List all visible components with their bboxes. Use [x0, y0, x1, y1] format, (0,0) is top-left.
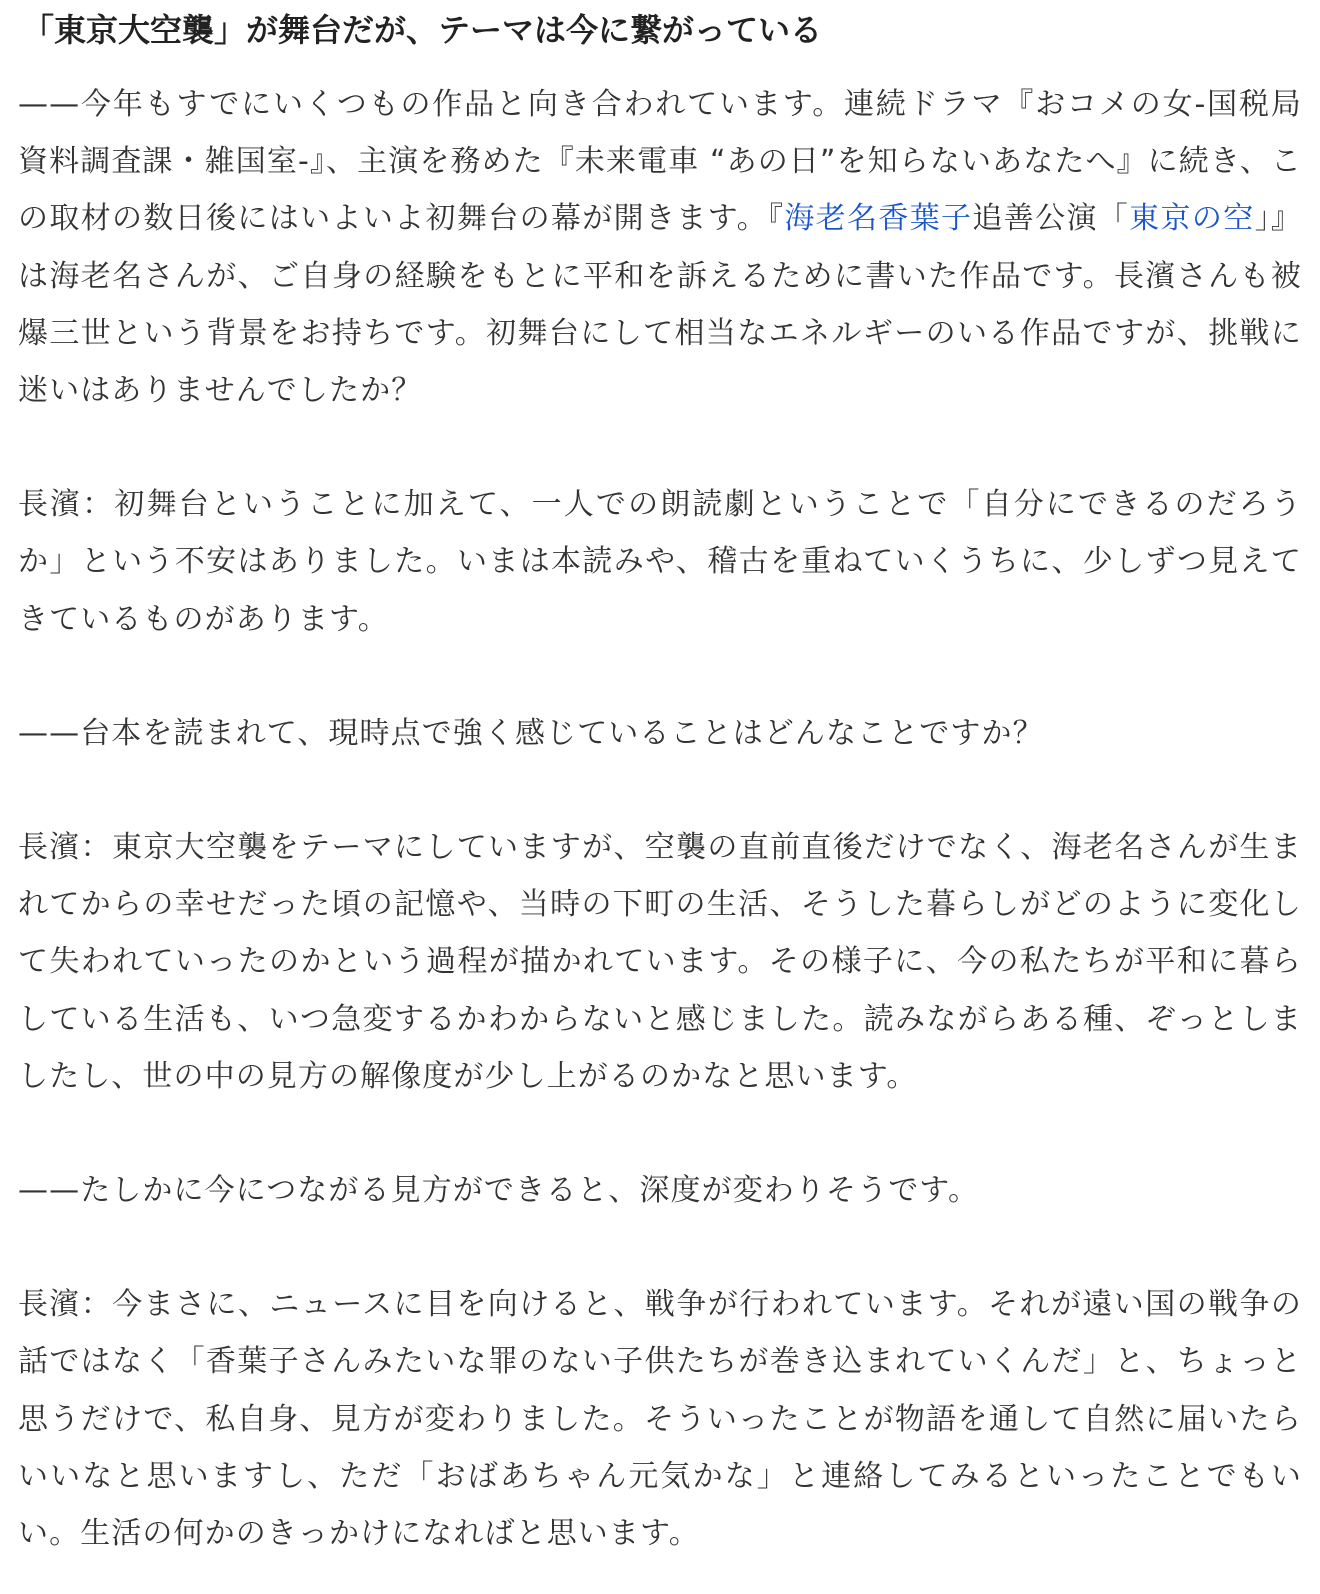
interview-question: ——台本を読まれて、現時点で強く感じていることはどんなことですか？: [18, 715, 1044, 751]
interview-answer: 長濱：東京大空襲をテーマにしていますが、空襲の直前直後だけでなく、海老名さんが生まれてからの幸せだった頃の記憶や、当時の下町の生活、そうした暮らしがどのように変化して失われていったのかという過程が描かれています。その様子に、今の私たちが平和に暮らしている生活も、いつ急変するかわからないと感じました。読みながらある種、ぞっとしましたし、世の中の見方の解像度が少し上がるのかなと思います。: [18, 830, 1302, 1094]
person-link[interactable]: 海老名香葉子: [784, 201, 973, 237]
question-text: 追善公演「: [972, 201, 1130, 237]
performance-link[interactable]: 東京の空: [1129, 201, 1255, 237]
paragraph-spacer: [18, 1105, 1302, 1162]
paragraph-spacer: [18, 648, 1302, 705]
section-heading: 「東京大空襲」が舞台だが、テーマは今に繋がっている: [22, 11, 823, 49]
interview-answer: 長濱：今まさに、ニュースに目を向けると、戦争が行われています。それが遠い国の戦争の話ではなく「香葉子さんみたいな罪のない子供たちが巻き込まれていくんだ」と、ちょっと思うだけで、私自身、見方が変わりました。そういったことが物語を通して自然に届いたらいいなと思いますし、ただ「おばあちゃん元気かな」と連絡してみるといったことでもいい。生活の何かのきっかけになればと思います。: [18, 1287, 1302, 1552]
paragraph-spacer: [18, 762, 1302, 819]
paragraph-spacer: [18, 1219, 1302, 1276]
question-text: 」』は海老名さんが、ご自身の経験をもとに平和を訴えるために書いた作品です。長濱さんも被爆三世という背景をお持ちです。初舞台にして相当なエネルギーのいる作品ですが、挑戦に迷いはありませんでしたか？: [18, 201, 1303, 409]
question-text: ——今年もすでにいくつもの作品と向き合われています。連続ドラマ『おコメの女-国税局資料調査課・雑国室-』、主演を務めた『未来電車 “あの日”を知らないあなたへ』に続き、この取材の数日後にはいよいよ初舞台の幕が開きます。『: [18, 87, 1302, 237]
interview-answer: 長濱：初舞台ということに加えて、一人での朗読劇ということで「自分にできるのだろうか」という不安はありました。いまは本読みや、稽古を重ねていくうちに、少しずつ見えてきているものがあります。: [18, 487, 1302, 637]
interview-question: [18, 76, 1302, 419]
paragraph-spacer: [18, 419, 1302, 476]
interview-question: ——たしかに今につながる見方ができると、深度が変わりそうです。: [18, 1173, 980, 1209]
